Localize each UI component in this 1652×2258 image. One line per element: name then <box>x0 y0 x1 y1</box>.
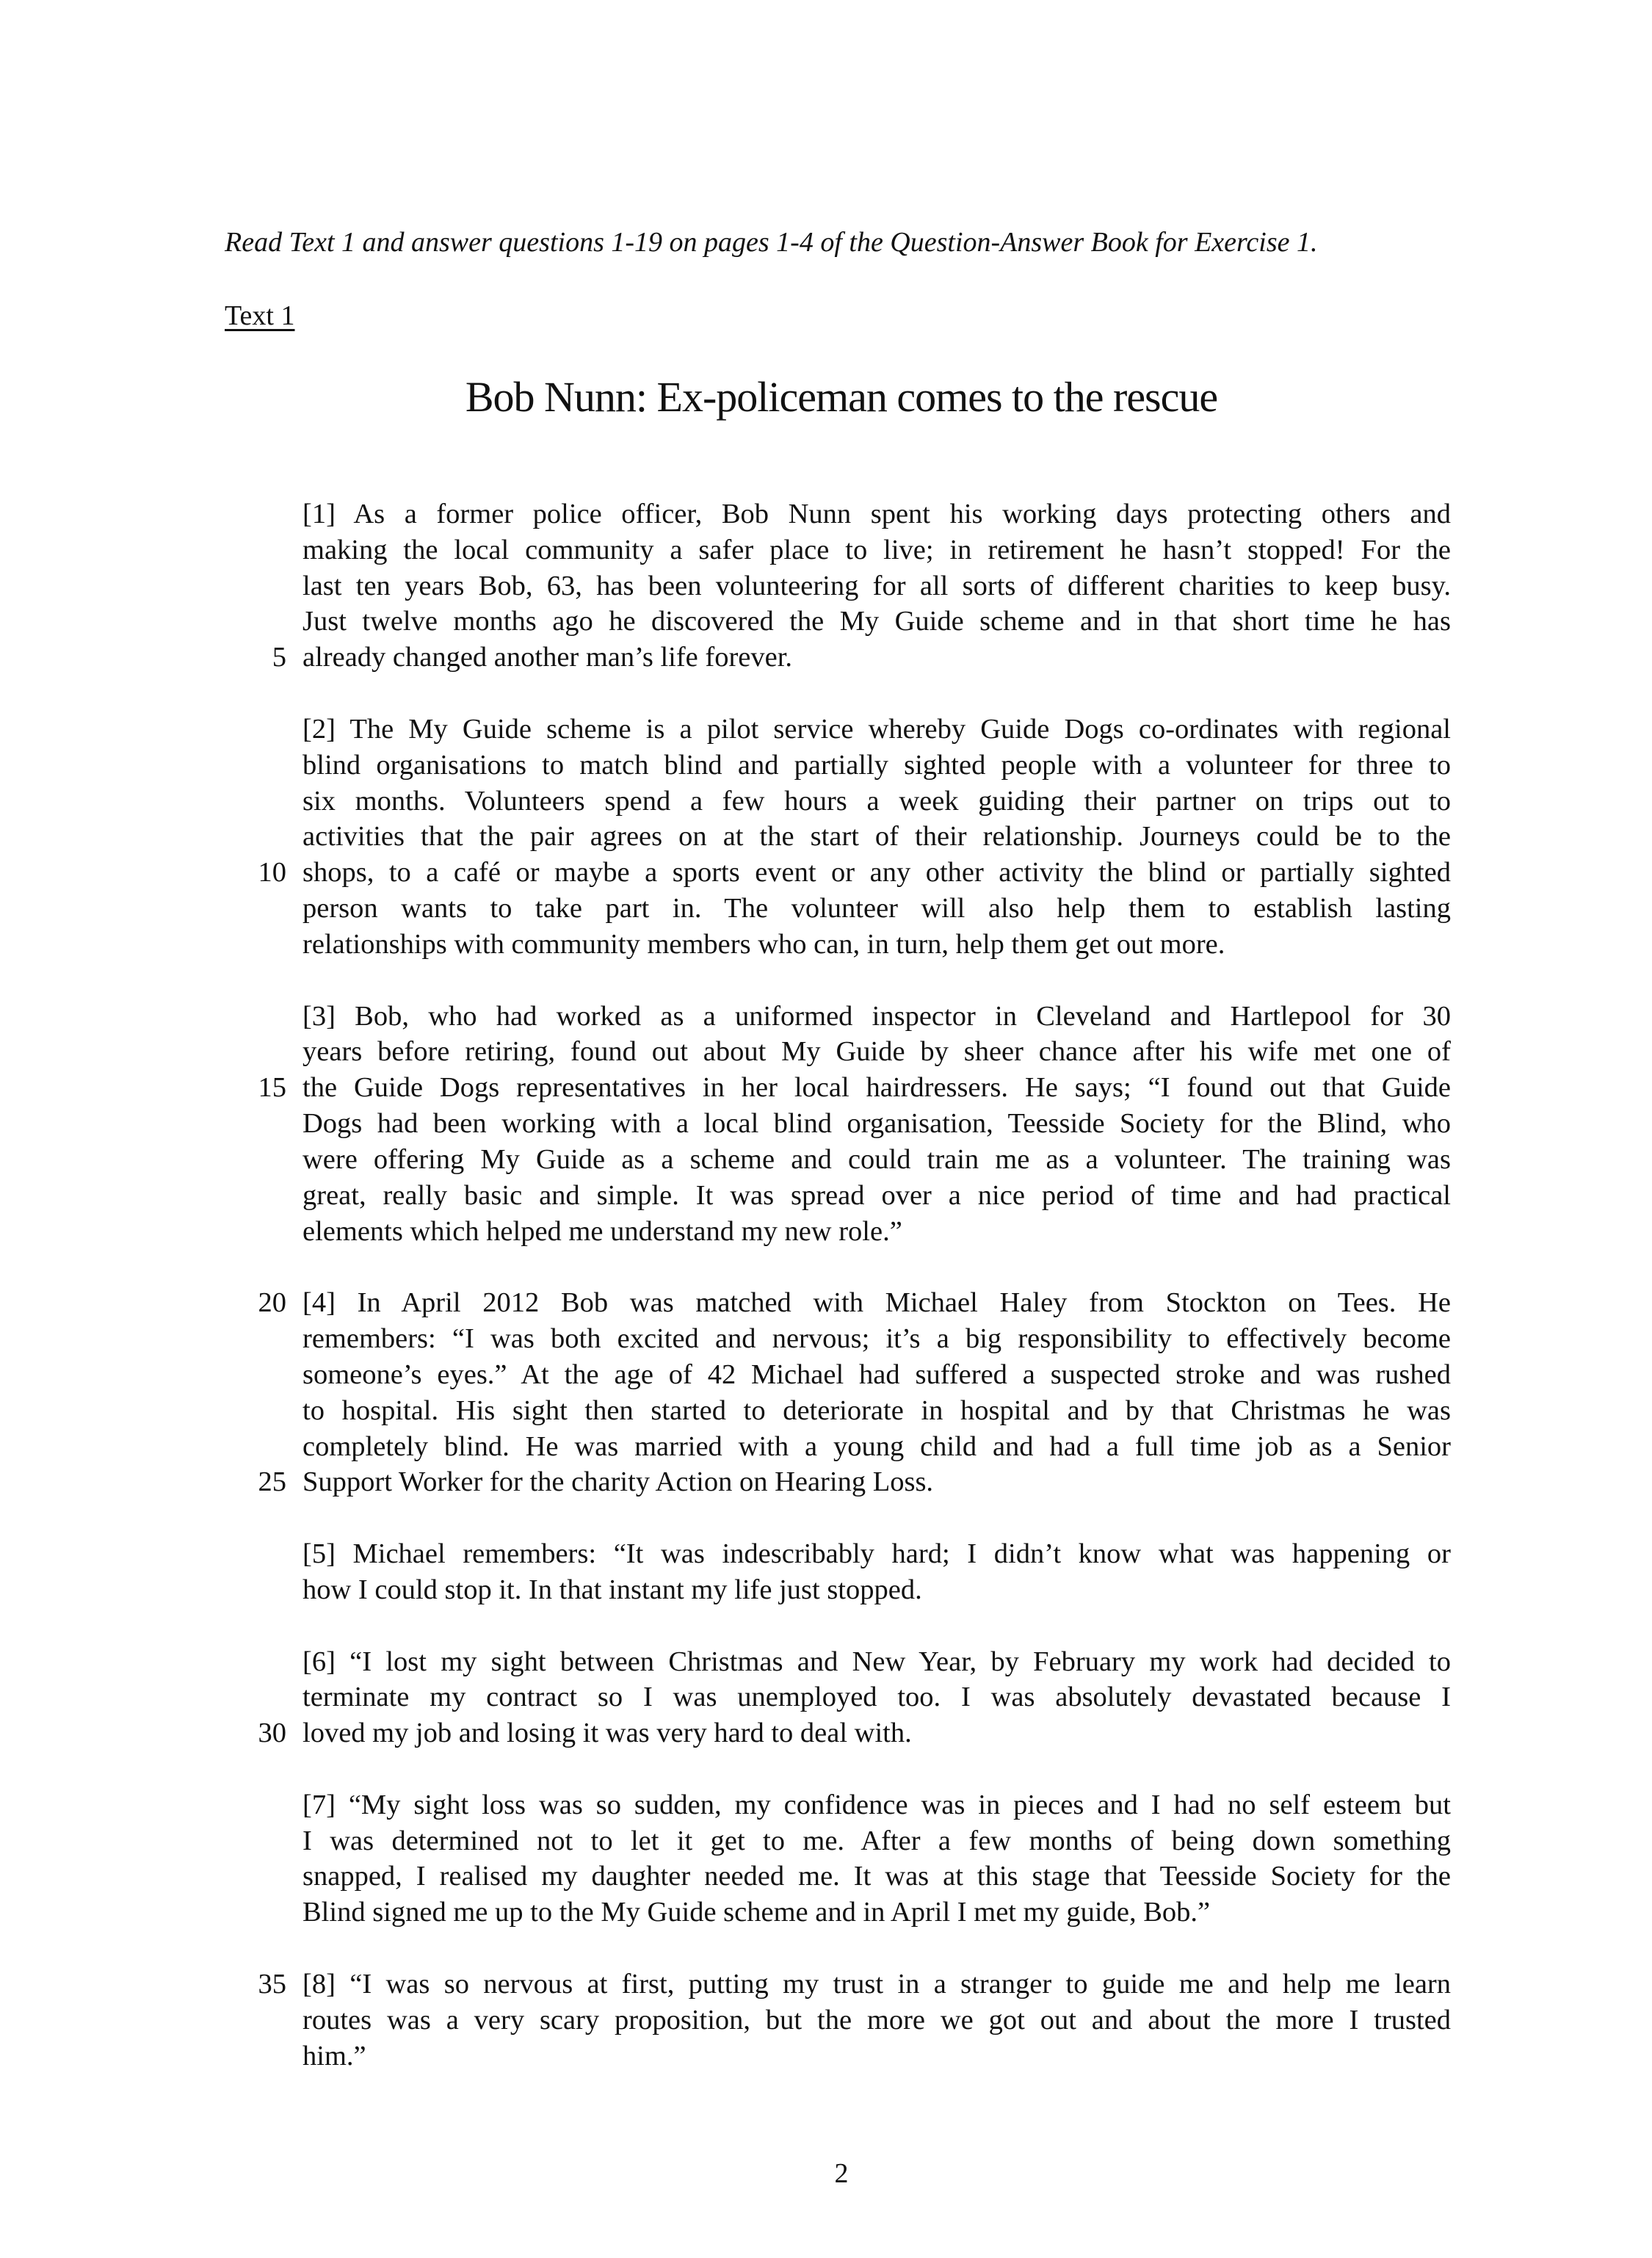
line-text: blind organisations to match blind and partially sighted people with a volunteer for three to <box>302 749 1451 781</box>
line-text: completely blind. He was married with a young child and had a full time job as a Senior <box>302 1430 1451 1462</box>
paragraph <box>258 712 1451 963</box>
text-line <box>302 748 1451 784</box>
text-line <box>302 1823 1451 1859</box>
text-line <box>302 1357 1451 1393</box>
line-number: 20 <box>258 1287 286 1319</box>
text-line <box>302 1787 1451 1823</box>
text-line <box>302 1536 1451 1572</box>
line-text: Just twelve months ago he discovered the My Guide scheme and in that short time he has <box>302 606 1451 637</box>
line-text: six months. Volunteers spend a few hours a week guiding their partner on trips out to <box>302 785 1451 817</box>
text-line <box>302 712 1451 748</box>
line-text: I was determined not to let it get to me. After a few months of being down something <box>302 1825 1451 1856</box>
text-line <box>258 1464 1451 1500</box>
paragraph <box>302 1536 1451 1608</box>
line-text: [4] In April 2012 Bob was matched with Michael Haley from Stockton on Tees. He <box>302 1287 1451 1319</box>
paragraph <box>258 1285 1451 1500</box>
text-line <box>258 1285 1451 1321</box>
paragraph <box>272 496 1451 676</box>
line-text: [2] The My Guide scheme is a pilot service whereby Guide Dogs co-ordinates with regional <box>302 713 1451 745</box>
line-number: 15 <box>258 1072 286 1104</box>
line-text: Blind signed me up to the My Guide scheme and in April I met my guide, Bob.” <box>302 1897 1211 1928</box>
text-line <box>302 496 1451 532</box>
text-line <box>302 1178 1451 1214</box>
line-text: [8] “I was so nervous at first, putting my trust in a stranger to guide me and help me learn <box>302 1968 1451 2000</box>
line-text: [5] Michael remembers: “It was indescribably hard; I didn’t know what was happening or <box>302 1538 1451 1570</box>
line-text: person wants to take part in. The volunteer will also help them to establish lasting <box>302 893 1451 924</box>
text-line <box>302 1106 1451 1142</box>
text-line <box>258 1966 1451 2002</box>
text-line <box>302 1644 1451 1680</box>
line-text: [1] As a former police officer, Bob Nunn spent his working days protecting others and <box>302 499 1451 529</box>
text-line <box>258 1070 1451 1106</box>
line-text: routes was a very scary proposition, but the more we got out and about the more I trusted <box>302 2004 1451 2036</box>
paragraph <box>258 999 1451 1250</box>
line-text: loved my job and losing it was very hard to deal with. <box>302 1718 912 1749</box>
page-number: 2 <box>834 2158 849 2189</box>
article-body <box>258 496 1451 2110</box>
line-text: making the local community a safer place to live; in retirement he hasn’t stopped! For the <box>302 534 1451 565</box>
text-line <box>302 927 1451 963</box>
text-line <box>302 1895 1451 1930</box>
text-line <box>302 1859 1451 1895</box>
line-text: to hospital. His sight then started to deteriorate in hospital and by that Christmas he was <box>302 1394 1451 1426</box>
text-label: Text 1 <box>225 300 295 331</box>
line-text: [3] Bob, who had worked as a uniformed inspector in Cleveland and Hartlepool for 30 <box>302 1000 1451 1032</box>
line-text: Dogs had been working with a local blind organisation, Teesside Society for the Blind, who <box>302 1108 1451 1140</box>
line-number: 10 <box>258 857 286 889</box>
text-line <box>302 1393 1451 1429</box>
paragraph <box>258 1966 1451 2074</box>
line-text: already changed another man’s life forever. <box>302 642 793 673</box>
line-text: were offering My Guide as a scheme and could train me as a volunteer. The training was <box>302 1143 1451 1175</box>
text-line <box>302 1572 1451 1608</box>
text-line <box>302 2002 1451 2038</box>
text-line <box>258 1715 1451 1751</box>
text-line <box>272 640 1451 676</box>
text-line <box>302 2038 1451 2074</box>
line-text: terminate my contract so I was unemployed too. I was absolutely devastated because I <box>302 1682 1451 1713</box>
paragraph <box>302 1787 1451 1930</box>
text-line <box>302 1429 1451 1465</box>
text-line <box>302 604 1451 640</box>
text-line <box>302 1034 1451 1070</box>
line-text: last ten years Bob, 63, has been volunteering for all sorts of different charities to keep busy. <box>302 570 1451 601</box>
text-line <box>302 784 1451 819</box>
line-number: 35 <box>258 1968 286 2000</box>
line-text: Support Worker for the charity Action on Hearing Loss. <box>302 1466 934 1498</box>
line-text: him.” <box>302 2040 366 2071</box>
text-line <box>302 1142 1451 1178</box>
line-text: the Guide Dogs representatives in her local hairdressers. He says; “I found out that Guide <box>302 1072 1451 1104</box>
text-line <box>258 855 1451 891</box>
text-line <box>302 1679 1451 1715</box>
article-title: Bob Nunn: Ex-policeman comes to the rescue <box>465 373 1218 421</box>
line-text: elements which helped me understand my new role.” <box>302 1215 902 1247</box>
line-text: relationships with community members who can, in turn, help them get out more. <box>302 928 1225 960</box>
line-number: 30 <box>258 1718 286 1749</box>
line-text: [6] “I lost my sight between Christmas and New Year, by February my work had decided to <box>302 1646 1451 1677</box>
line-text: great, really basic and simple. It was spread over a nice period of time and had practical <box>302 1179 1451 1211</box>
line-number: 25 <box>258 1466 286 1498</box>
text-line <box>302 999 1451 1035</box>
text-line <box>302 819 1451 855</box>
instruction-text: Read Text 1 and answer questions 1-19 on pages 1-4 of the Question-Answer Book for Exercise 1. <box>225 227 1318 258</box>
line-text: shops, to a café or maybe a sports event or any other activity the blind or partially sighted <box>302 857 1451 889</box>
line-number: 5 <box>272 642 286 673</box>
text-line <box>302 891 1451 927</box>
text-line <box>302 532 1451 568</box>
line-text: remembers: “I was both excited and nervous; it’s a big responsibility to effectively become <box>302 1323 1451 1355</box>
text-line <box>302 1321 1451 1357</box>
line-text: activities that the pair agrees on at the start of their relationship. Journeys could be to the <box>302 821 1451 853</box>
line-text: how I could stop it. In that instant my life just stopped. <box>302 1574 922 1605</box>
line-text: [7] “My sight loss was so sudden, my confidence was in pieces and I had no self esteem but <box>302 1789 1451 1820</box>
text-line <box>302 1214 1451 1250</box>
text-line <box>302 568 1451 604</box>
line-text: someone’s eyes.” At the age of 42 Michael had suffered a suspected stroke and was rushed <box>302 1358 1451 1390</box>
line-text: years before retiring, found out about My Guide by sheer chance after his wife met one of <box>302 1036 1451 1068</box>
paragraph <box>258 1644 1451 1751</box>
line-text: snapped, I realised my daughter needed me. It was at this stage that Teesside Society for the <box>302 1861 1451 1892</box>
